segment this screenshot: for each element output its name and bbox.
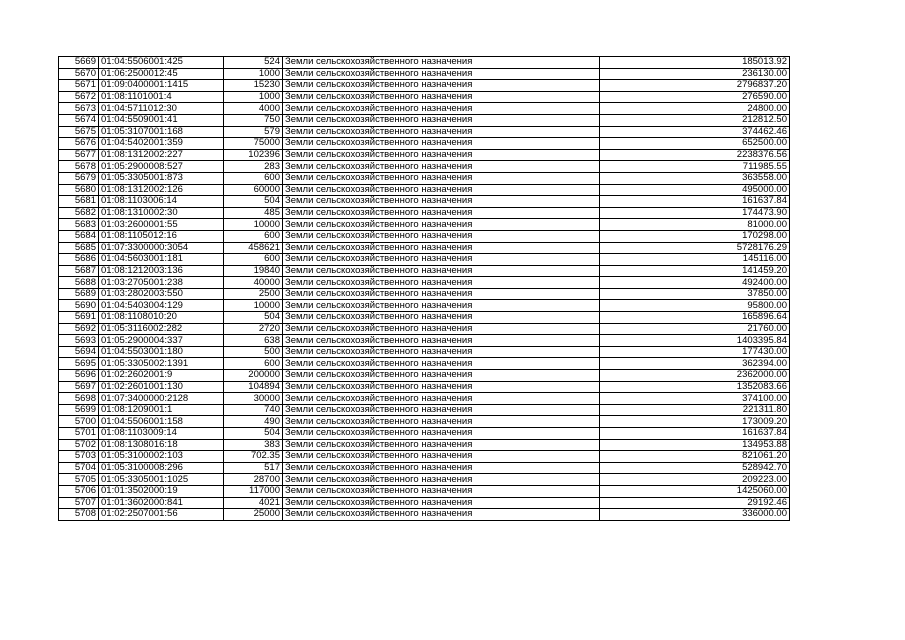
cadastral-value-cell: 276590.00 (600, 91, 790, 103)
cadastral-value-cell: 495000.00 (600, 184, 790, 196)
land-category-cell: Земли сельскохозяйственного назначения (283, 404, 600, 416)
land-category-cell: Земли сельскохозяйственного назначения (283, 393, 600, 405)
area-cell: 200000 (224, 370, 283, 382)
table-row (59, 509, 790, 521)
area-cell: 600 (224, 172, 283, 184)
land-category-cell: Земли сельскохозяйственного назначения (283, 230, 600, 242)
area-cell: 638 (224, 335, 283, 347)
land-category-cell: Земли сельскохозяйственного назначения (283, 451, 600, 463)
land-category-cell: Земли сельскохозяйственного назначения (283, 485, 600, 497)
cadastral-number-cell: 01:05:3100002:103 (99, 451, 224, 463)
table-row (59, 230, 790, 242)
cadastral-value-cell: 1425060.00 (600, 485, 790, 497)
land-category-cell: Земли сельскохозяйственного назначения (283, 346, 600, 358)
land-category-cell: Земли сельскохозяйственного назначения (283, 103, 600, 115)
table-row (59, 497, 790, 509)
cadastral-number-cell: 01:05:3305001:1025 (99, 474, 224, 486)
cadastral-number-cell: 01:03:2600001:55 (99, 219, 224, 231)
cadastral-number-cell: 01:08:1312002:227 (99, 149, 224, 161)
row-number-cell: 5675 (59, 126, 99, 138)
row-number-cell: 5673 (59, 103, 99, 115)
row-number-cell: 5698 (59, 393, 99, 405)
table-row (59, 172, 790, 184)
cadastral-value-cell: 173009.20 (600, 416, 790, 428)
cadastral-value-cell: 185013.92 (600, 57, 790, 69)
cadastral-number-cell: 01:08:1103006:14 (99, 196, 224, 208)
row-number-cell: 5690 (59, 300, 99, 312)
table-row (59, 474, 790, 486)
land-category-cell: Земли сельскохозяйственного назначения (283, 161, 600, 173)
cadastral-value-cell: 134953.88 (600, 439, 790, 451)
table-row (59, 416, 790, 428)
area-cell: 485 (224, 207, 283, 219)
cadastral-number-cell: 01:04:5402001:359 (99, 138, 224, 150)
row-number-cell: 5683 (59, 219, 99, 231)
table-row (59, 219, 790, 231)
land-category-cell: Земли сельскохозяйственного назначения (283, 439, 600, 451)
area-cell: 1000 (224, 91, 283, 103)
area-cell: 504 (224, 312, 283, 324)
cadastral-number-cell: 01:05:3107001:168 (99, 126, 224, 138)
cadastral-number-cell: 01:08:1312002:126 (99, 184, 224, 196)
cadastral-value-cell: 24800.00 (600, 103, 790, 115)
cadastral-number-cell: 01:05:2900004:337 (99, 335, 224, 347)
area-cell: 517 (224, 462, 283, 474)
area-cell: 490 (224, 416, 283, 428)
row-number-cell: 5686 (59, 254, 99, 266)
table-row (59, 393, 790, 405)
cadastral-number-cell: 01:04:5503001:180 (99, 346, 224, 358)
cadastral-number-cell: 01:04:5711012:30 (99, 103, 224, 115)
cadastral-value-cell: 21760.00 (600, 323, 790, 335)
land-category-cell: Земли сельскохозяйственного назначения (283, 370, 600, 382)
area-cell: 4021 (224, 497, 283, 509)
cadastral-value-cell: 165896.64 (600, 312, 790, 324)
land-category-cell: Земли сельскохозяйственного назначения (283, 323, 600, 335)
land-category-cell: Земли сельскохозяйственного назначения (283, 57, 600, 69)
area-cell: 750 (224, 114, 283, 126)
cadastral-value-cell: 2238376.56 (600, 149, 790, 161)
cadastral-number-cell: 01:08:1310002:30 (99, 207, 224, 219)
row-number-cell: 5703 (59, 451, 99, 463)
row-number-cell: 5674 (59, 114, 99, 126)
table-row (59, 161, 790, 173)
cadastral-number-cell: 01:04:5506001:425 (99, 57, 224, 69)
land-category-cell: Земли сельскохозяйственного назначения (283, 416, 600, 428)
table-row (59, 126, 790, 138)
table-row (59, 451, 790, 463)
table-row (59, 68, 790, 80)
cadastral-value-cell: 95800.00 (600, 300, 790, 312)
table-row (59, 370, 790, 382)
cadastral-value-cell: 1403395.84 (600, 335, 790, 347)
cadastral-number-cell: 01:07:3400000:2128 (99, 393, 224, 405)
cadastral-number-cell: 01:08:1108010:20 (99, 312, 224, 324)
area-cell: 579 (224, 126, 283, 138)
area-cell: 2500 (224, 288, 283, 300)
cadastral-number-cell: 01:09:0400001:1415 (99, 80, 224, 92)
row-number-cell: 5671 (59, 80, 99, 92)
row-number-cell: 5702 (59, 439, 99, 451)
table-row (59, 196, 790, 208)
table-row (59, 242, 790, 254)
cadastral-value-cell: 362394.00 (600, 358, 790, 370)
table-row (59, 462, 790, 474)
cadastral-value-cell: 236130.00 (600, 68, 790, 80)
cadastral-value-cell: 174473.90 (600, 207, 790, 219)
row-number-cell: 5685 (59, 242, 99, 254)
cadastral-number-cell: 01:04:5509001:41 (99, 114, 224, 126)
cadastral-number-cell: 01:02:2507001:56 (99, 509, 224, 521)
table-body (59, 57, 790, 521)
row-number-cell: 5688 (59, 277, 99, 289)
cadastral-value-cell: 2796837.20 (600, 80, 790, 92)
cadastral-number-cell: 01:05:3305001:873 (99, 172, 224, 184)
row-number-cell: 5695 (59, 358, 99, 370)
land-category-cell: Земли сельскохозяйственного назначения (283, 335, 600, 347)
table-row (59, 277, 790, 289)
cadastral-number-cell: 01:05:3116002:282 (99, 323, 224, 335)
cadastral-number-cell: 01:08:1209001:1 (99, 404, 224, 416)
table-row (59, 80, 790, 92)
land-category-cell: Земли сельскохозяйственного назначения (283, 277, 600, 289)
table-row (59, 312, 790, 324)
table-row (59, 358, 790, 370)
cadastral-value-cell: 212812.50 (600, 114, 790, 126)
cadastral-number-cell: 01:07:3300000:3054 (99, 242, 224, 254)
cadastral-value-cell: 363558.00 (600, 172, 790, 184)
table-row (59, 439, 790, 451)
area-cell: 600 (224, 254, 283, 266)
table-row (59, 265, 790, 277)
table-row (59, 138, 790, 150)
area-cell: 10000 (224, 219, 283, 231)
cadastral-number-cell: 01:08:1105012:16 (99, 230, 224, 242)
land-category-cell: Земли сельскохозяйственного назначения (283, 497, 600, 509)
cadastral-value-cell: 221311.80 (600, 404, 790, 416)
area-cell: 504 (224, 196, 283, 208)
row-number-cell: 5669 (59, 57, 99, 69)
row-number-cell: 5696 (59, 370, 99, 382)
area-cell: 104894 (224, 381, 283, 393)
table-row (59, 300, 790, 312)
land-category-cell: Земли сельскохозяйственного назначения (283, 138, 600, 150)
cadastral-value-cell: 1352083.66 (600, 381, 790, 393)
table-row (59, 207, 790, 219)
area-cell: 28700 (224, 474, 283, 486)
row-number-cell: 5672 (59, 91, 99, 103)
cadastral-number-cell: 01:04:5506001:158 (99, 416, 224, 428)
table-row (59, 346, 790, 358)
row-number-cell: 5700 (59, 416, 99, 428)
cadastral-value-cell: 177430.00 (600, 346, 790, 358)
area-cell: 19840 (224, 265, 283, 277)
cadastral-number-cell: 01:05:3305002:1391 (99, 358, 224, 370)
area-cell: 283 (224, 161, 283, 173)
cadastral-value-cell: 37850.00 (600, 288, 790, 300)
table-row (59, 57, 790, 69)
row-number-cell: 5692 (59, 323, 99, 335)
area-cell: 524 (224, 57, 283, 69)
row-number-cell: 5705 (59, 474, 99, 486)
cadastral-value-cell: 161637.84 (600, 196, 790, 208)
cadastral-value-cell: 711985.55 (600, 161, 790, 173)
row-number-cell: 5676 (59, 138, 99, 150)
land-plots-table (58, 56, 790, 521)
table-row (59, 485, 790, 497)
area-cell: 2720 (224, 323, 283, 335)
cadastral-number-cell: 01:08:1212003:136 (99, 265, 224, 277)
row-number-cell: 5708 (59, 509, 99, 521)
cadastral-number-cell: 01:05:3100008:296 (99, 462, 224, 474)
row-number-cell: 5682 (59, 207, 99, 219)
row-number-cell: 5679 (59, 172, 99, 184)
land-category-cell: Земли сельскохозяйственного назначения (283, 184, 600, 196)
cadastral-value-cell: 29192.46 (600, 497, 790, 509)
cadastral-value-cell: 161637.84 (600, 428, 790, 440)
cadastral-number-cell: 01:01:3502000:19 (99, 485, 224, 497)
cadastral-number-cell: 01:06:2500012:45 (99, 68, 224, 80)
land-category-cell: Земли сельскохозяйственного назначения (283, 509, 600, 521)
land-category-cell: Земли сельскохозяйственного назначения (283, 462, 600, 474)
table-row (59, 288, 790, 300)
table-row (59, 404, 790, 416)
area-cell: 10000 (224, 300, 283, 312)
row-number-cell: 5697 (59, 381, 99, 393)
land-category-cell: Земли сельскохозяйственного назначения (283, 254, 600, 266)
land-category-cell: Земли сельскохозяйственного назначения (283, 428, 600, 440)
cadastral-number-cell: 01:08:1308016:18 (99, 439, 224, 451)
row-number-cell: 5689 (59, 288, 99, 300)
land-category-cell: Земли сельскохозяйственного назначения (283, 80, 600, 92)
area-cell: 30000 (224, 393, 283, 405)
cadastral-value-cell: 5728176.29 (600, 242, 790, 254)
table-row (59, 91, 790, 103)
cadastral-value-cell: 81000.00 (600, 219, 790, 231)
table-row (59, 381, 790, 393)
area-cell: 60000 (224, 184, 283, 196)
cadastral-number-cell: 01:01:3602000:841 (99, 497, 224, 509)
cadastral-value-cell: 492400.00 (600, 277, 790, 289)
land-category-cell: Земли сельскохозяйственного назначения (283, 312, 600, 324)
area-cell: 504 (224, 428, 283, 440)
row-number-cell: 5678 (59, 161, 99, 173)
land-category-cell: Земли сельскохозяйственного назначения (283, 126, 600, 138)
row-number-cell: 5704 (59, 462, 99, 474)
row-number-cell: 5677 (59, 149, 99, 161)
cadastral-value-cell: 374100.00 (600, 393, 790, 405)
area-cell: 102396 (224, 149, 283, 161)
cadastral-number-cell: 01:03:2802003:550 (99, 288, 224, 300)
area-cell: 500 (224, 346, 283, 358)
row-number-cell: 5681 (59, 196, 99, 208)
land-category-cell: Земли сельскохозяйственного назначения (283, 172, 600, 184)
row-number-cell: 5694 (59, 346, 99, 358)
cadastral-value-cell: 141459.20 (600, 265, 790, 277)
area-cell: 25000 (224, 509, 283, 521)
table-row (59, 184, 790, 196)
area-cell: 600 (224, 358, 283, 370)
land-category-cell: Земли сельскохозяйственного назначения (283, 381, 600, 393)
land-category-cell: Земли сельскохозяйственного назначения (283, 265, 600, 277)
area-cell: 4000 (224, 103, 283, 115)
row-number-cell: 5693 (59, 335, 99, 347)
cadastral-value-cell: 145116.00 (600, 254, 790, 266)
land-category-cell: Земли сельскохозяйственного назначения (283, 114, 600, 126)
area-cell: 702.35 (224, 451, 283, 463)
land-category-cell: Земли сельскохозяйственного назначения (283, 196, 600, 208)
area-cell: 600 (224, 230, 283, 242)
cadastral-number-cell: 01:02:2601001:130 (99, 381, 224, 393)
land-category-cell: Земли сельскохозяйственного назначения (283, 474, 600, 486)
land-category-cell: Земли сельскохозяйственного назначения (283, 68, 600, 80)
cadastral-value-cell: 2362000.00 (600, 370, 790, 382)
cadastral-value-cell: 528942.70 (600, 462, 790, 474)
row-number-cell: 5691 (59, 312, 99, 324)
area-cell: 458621 (224, 242, 283, 254)
row-number-cell: 5707 (59, 497, 99, 509)
land-category-cell: Земли сельскохозяйственного назначения (283, 300, 600, 312)
land-category-cell: Земли сельскохозяйственного назначения (283, 207, 600, 219)
land-category-cell: Земли сельскохозяйственного назначения (283, 288, 600, 300)
cadastral-value-cell: 209223.00 (600, 474, 790, 486)
row-number-cell: 5684 (59, 230, 99, 242)
table-row (59, 335, 790, 347)
table-row (59, 103, 790, 115)
area-cell: 75000 (224, 138, 283, 150)
cadastral-value-cell: 336000.00 (600, 509, 790, 521)
cadastral-number-cell: 01:04:5403004:129 (99, 300, 224, 312)
land-category-cell: Земли сельскохозяйственного назначения (283, 149, 600, 161)
area-cell: 117000 (224, 485, 283, 497)
row-number-cell: 5687 (59, 265, 99, 277)
row-number-cell: 5701 (59, 428, 99, 440)
row-number-cell: 5670 (59, 68, 99, 80)
land-category-cell: Земли сельскохозяйственного назначения (283, 358, 600, 370)
cadastral-number-cell: 01:03:2705001:238 (99, 277, 224, 289)
table-row (59, 114, 790, 126)
cadastral-value-cell: 821061.20 (600, 451, 790, 463)
area-cell: 15230 (224, 80, 283, 92)
area-cell: 1000 (224, 68, 283, 80)
area-cell: 740 (224, 404, 283, 416)
cadastral-number-cell: 01:05:2900008:527 (99, 161, 224, 173)
land-category-cell: Земли сельскохозяйственного назначения (283, 242, 600, 254)
cadastral-number-cell: 01:08:1101001:4 (99, 91, 224, 103)
table-row (59, 254, 790, 266)
cadastral-value-cell: 374462.46 (600, 126, 790, 138)
row-number-cell: 5699 (59, 404, 99, 416)
table-row (59, 323, 790, 335)
land-category-cell: Земли сельскохозяйственного назначения (283, 219, 600, 231)
row-number-cell: 5706 (59, 485, 99, 497)
cadastral-number-cell: 01:08:1103009:14 (99, 428, 224, 440)
cadastral-value-cell: 170298.00 (600, 230, 790, 242)
table-row (59, 428, 790, 440)
land-category-cell: Земли сельскохозяйственного назначения (283, 91, 600, 103)
cadastral-value-cell: 652500.00 (600, 138, 790, 150)
cadastral-number-cell: 01:04:5603001:181 (99, 254, 224, 266)
table-row (59, 149, 790, 161)
area-cell: 40000 (224, 277, 283, 289)
row-number-cell: 5680 (59, 184, 99, 196)
cadastral-number-cell: 01:02:2602001:9 (99, 370, 224, 382)
area-cell: 383 (224, 439, 283, 451)
